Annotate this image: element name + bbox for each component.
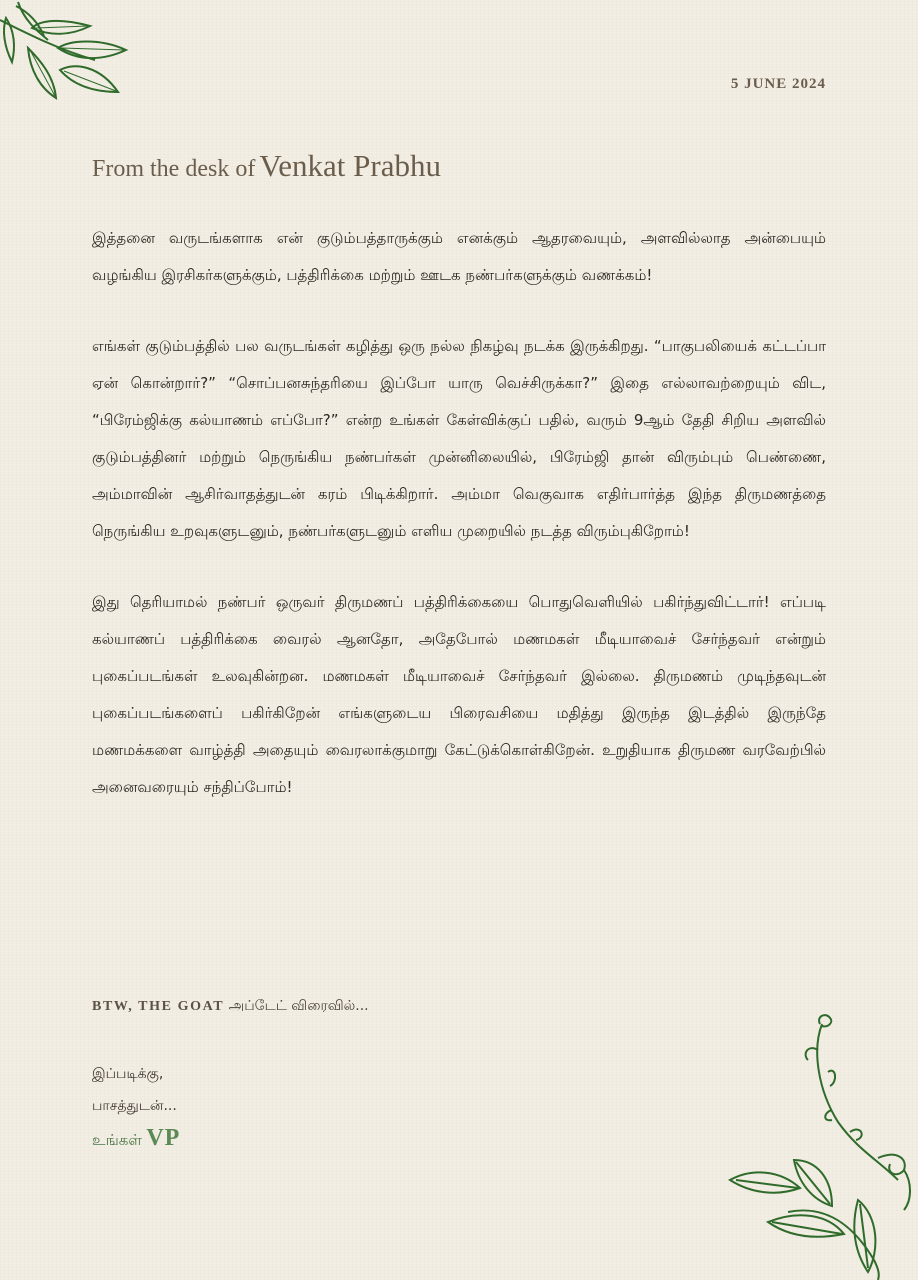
leaf-branch-icon xyxy=(0,0,140,110)
signoff-line-2: பாசத்துடன்... xyxy=(92,1098,177,1114)
signoff-line-1: இப்படிக்கு, xyxy=(92,1066,164,1082)
letter-date: 5 JUNE 2024 xyxy=(730,76,826,92)
paragraph-greeting: இத்தனை வருடங்களாக என் குடும்பத்தாருக்கும் எனக்கும் ஆதரவையும், அளவில்லாத அன்பையும் வழங்கிய இரசிகர்களுக்கும், பத்திரிக்கை மற்றும் ஊடக நண்பர்களுக்கும் வணக்கம்! xyxy=(92,229,826,284)
author-name: Venkat Prabhu xyxy=(259,148,441,183)
heading-prefix: From the desk of xyxy=(92,156,256,182)
letter-heading xyxy=(92,148,441,184)
btw-rest: அப்டேட் விரைவில்... xyxy=(228,998,369,1014)
signature-yours: உங்கள் xyxy=(92,1131,142,1149)
paragraph-clarification: இது தெரியாமல் நண்பர் ஒருவர் திருமணப் பத்திரிக்கையை பொதுவெளியில் பகிர்ந்துவிட்டார்! எப்படி கல்யாணப் பத்திரிக்கை வைரல் ஆனதோ, அதேபோல் மணமகள் மீடியாவைச் சேர்ந்தவர் என்றும் புகைப்படங்கள் உலவுகின்றன. மணமகள் மீடியாவைச் சேர்ந்தவர் இல்லை. திருமணம் முடிந்தவுடன் புகைப்படங்களைப் பகிர்கிறேன் எங்களுடைய பிரைவசியை மதித்து இருந்த இடத்தில் இருந்தே மணமக்களை வாழ்த்தி அதையும் வைரலாக்குமாறு கேட்டுக்கொள்கிறேன். உறுதியாக திருமண வரவேற்பில் அனைவரையும் சந்திப்போம்! xyxy=(92,593,826,796)
floral-vine-icon xyxy=(728,1010,918,1280)
btw-caps: BTW, THE GOAT xyxy=(92,999,225,1014)
paragraph-announcement: எங்கள் குடும்பத்தில் பல வருடங்கள் கழித்து ஒரு நல்ல நிகழ்வு நடக்க இருக்கிறது. “பாகுபலியைக் கட்டப்பா ஏன் கொன்றார்?” “சொப்பனசுந்தரியை இப்போ யாரு வெச்சிருக்கா?” இதை எல்லாவற்றையும் விட, “பிரேம்ஜிக்கு கல்யாணம் எப்போ?” என்ற உங்கள் கேள்விக்குப் பதில், வரும் 9ஆம் தேதி சிறிய அளவில் குடும்பத்தினர் மற்றும் நெருங்கிய நண்பர்கள் முன்னிலையில், பிரேம்ஜி தான் விரும்பும் பெண்ணை, அம்மாவின் ஆசிர்வாதத்துடன் கரம் பிடிக்கிறார். அம்மா வெகுவாக எதிர்பார்த்த இந்த திருமணத்தை நெருங்கிய உறவுகளுடனும், நண்பர்களுடனும் எளிய முறையில் நடத்த விரும்புகிறோம்! xyxy=(92,337,826,540)
letter-body xyxy=(92,220,826,840)
signature-initials: VP xyxy=(146,1125,181,1151)
btw-note xyxy=(92,998,369,1016)
signature xyxy=(92,1122,180,1157)
signoff xyxy=(92,1058,180,1157)
